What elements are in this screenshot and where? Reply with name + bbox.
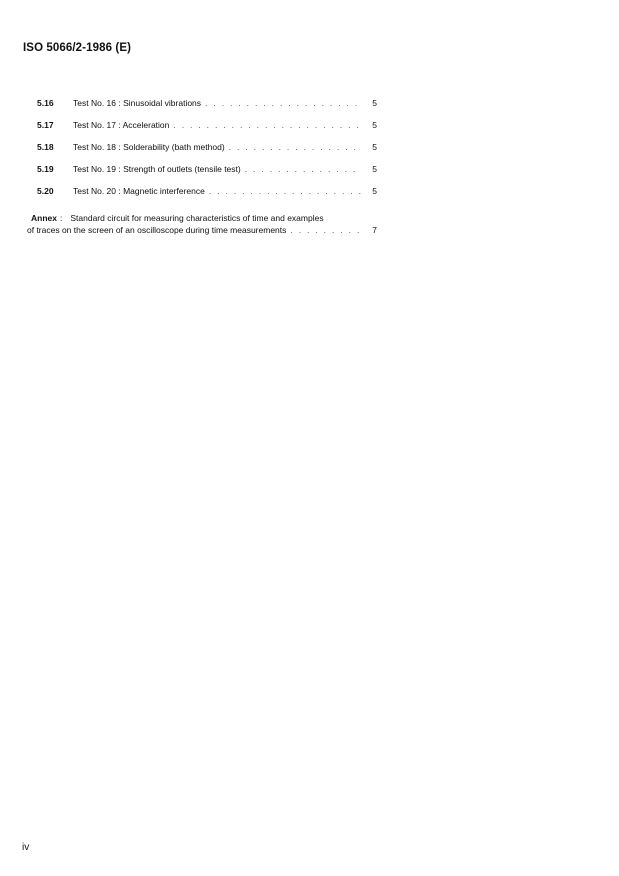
toc-entry-5-17 <box>27 118 377 140</box>
toc-entry-5-18 <box>27 140 377 162</box>
annex-label: Annex <box>31 213 57 223</box>
toc-entry-number: 5.20 <box>37 186 54 196</box>
toc-leader-dots <box>245 162 361 176</box>
annex-title-line-2: of traces on the screen of an oscilloscope during time measurements <box>27 225 287 235</box>
toc-entry-title: Test No. 17 : Acceleration <box>73 120 170 130</box>
toc-entry-5-20 <box>27 184 377 206</box>
toc-annex-entry <box>27 212 377 236</box>
annex-title-line-1: Standard circuit for measuring characteristics of time and examples <box>70 213 324 223</box>
toc-entry-title: Test No. 19 : Strength of outlets (tensile test) <box>73 164 241 174</box>
toc-entry-title: Test No. 18 : Solderability (bath method) <box>73 142 225 152</box>
toc-leader-dots <box>229 140 361 154</box>
toc-leader-dots <box>209 184 361 198</box>
document-header: ISO 5066/2-1986 (E) <box>23 42 132 54</box>
toc-entry-number: 5.18 <box>37 142 54 152</box>
toc-entry-page: 5 <box>372 186 377 196</box>
toc-entry-page: 5 <box>372 120 377 130</box>
table-of-contents <box>27 96 377 206</box>
toc-entry-number: 5.16 <box>37 98 54 108</box>
toc-entry-5-16 <box>27 96 377 118</box>
toc-entry-number: 5.19 <box>37 164 54 174</box>
toc-leader-dots <box>173 118 361 132</box>
toc-leader-dots <box>290 224 361 236</box>
toc-entry-title: Test No. 16 : Sinusoidal vibrations <box>73 98 202 108</box>
toc-entry-page: 5 <box>372 142 377 152</box>
toc-entry-page: 5 <box>372 164 377 174</box>
annex-separator: : <box>59 213 63 223</box>
toc-entry-5-19 <box>27 162 377 184</box>
toc-entry-title: Test No. 20 : Magnetic interference <box>73 186 205 196</box>
annex-page: 7 <box>372 225 377 235</box>
toc-leader-dots <box>205 96 361 110</box>
toc-entry-number: 5.17 <box>37 120 54 130</box>
toc-entry-page: 5 <box>372 98 377 108</box>
page-number: iv <box>22 842 30 853</box>
